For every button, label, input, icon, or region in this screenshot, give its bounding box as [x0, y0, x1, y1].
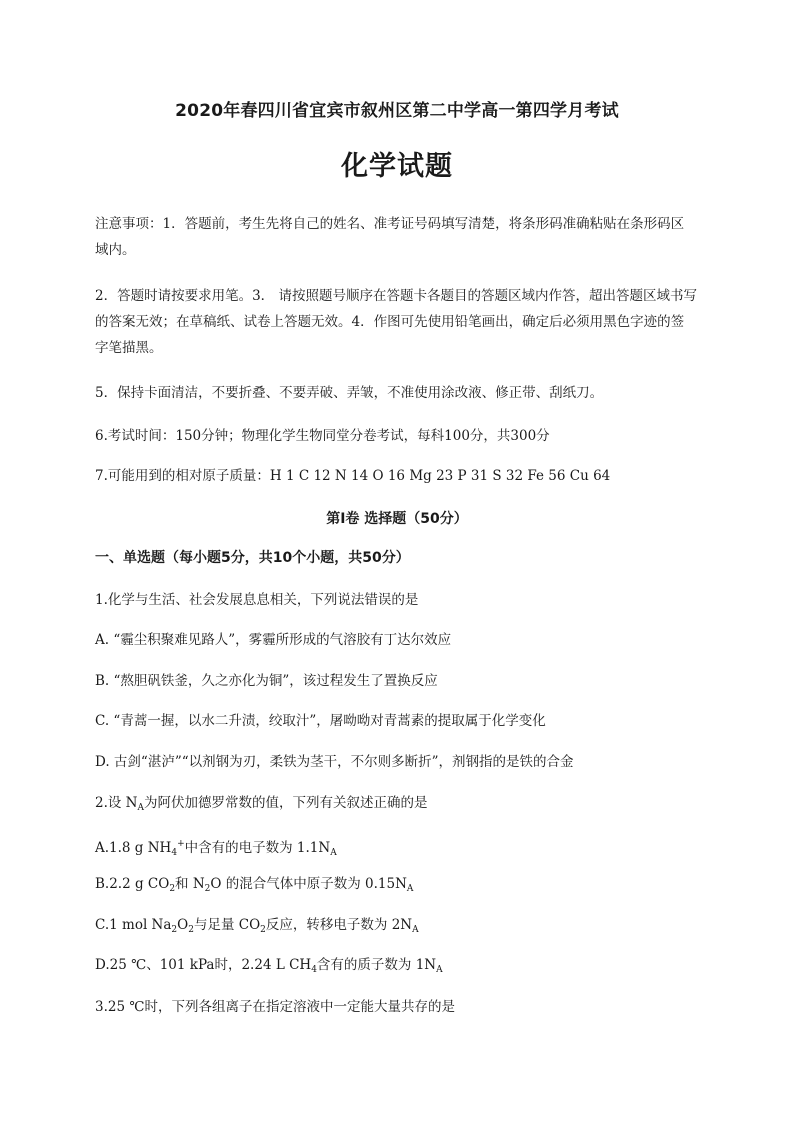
question-1-option-a: A. “霾尘积聚难见路人”，雾霾所形成的气溶胶有丁达尔效应 — [95, 632, 452, 648]
q2c-text-mid: O — [177, 917, 189, 933]
notice-item-5: 5．保持卡面清洁，不要折叠、不要弄破、弄皱，不准使用涂改液、修正带、刮纸刀。 — [95, 385, 604, 401]
notice-item-6: 6.考试时间：150分钟；物理化学生物同堂分卷考试，每科100分，共300分 — [95, 428, 550, 444]
q2a-text-mid: 中含有的电子数为 1.1N — [184, 840, 331, 856]
question-2-stem — [95, 793, 427, 818]
q2-stem-text: 2.设 N — [95, 795, 138, 811]
q2b-sub-3: A — [406, 884, 414, 894]
q2c-text-mid-3: 反应，转移电子数为 2N — [265, 917, 413, 933]
question-2-option-c — [95, 915, 419, 940]
q2-stem-sub: A — [137, 803, 144, 813]
q2d-text-mid: 含有的质子数为 1N — [316, 957, 437, 973]
q2b-sub: 2 — [169, 884, 176, 894]
notice-item-2-4: 2．答题时请按要求用笔。3． 请按照题号顺序在答题卡各题目的答题区域内作答，超出答题区域书写的答案无效；在草稿纸、试卷上答题无效。4．作图可先使用铅笔画出，确定后必须用黑色字迹的签字笔描黑。 — [95, 288, 697, 356]
question-1-option-c: C. “青蒿一握，以水二升渍，绞取汁”，屠呦呦对青蒿素的提取属于化学变化 — [95, 713, 546, 729]
question-1-stem: 1.化学与生活、社会发展息息相关，下列说法错误的是 — [95, 592, 419, 608]
q2-stem-text-rest: 为阿伏加德罗常数的值，下列有关叙述正确的是 — [143, 795, 428, 811]
question-1-option-d: D. 古剑“湛泸”“以剂钢为刃，柔铁为茎干，不尔则多断折”，剂钢指的是铁的合金 — [95, 754, 574, 770]
q2b-sub-2: 2 — [204, 884, 211, 894]
question-3-stem: 3.25 ℃时，下列各组离子在指定溶液中一定能大量共存的是 — [95, 999, 455, 1015]
part-heading: 第Ⅰ卷 选择题（50分） — [326, 511, 468, 527]
question-2-option-a — [95, 834, 337, 863]
q2c-sub-4: A — [412, 925, 419, 935]
question-2-option-d — [95, 955, 443, 980]
notice-item-7: 7.可能用到的相对原子质量：H 1 C 12 N 14 O 16 Mg 23 P 31 S 32 Fe 56 Cu 64 — [95, 468, 611, 484]
q2b-text-mid: 和 N — [175, 876, 205, 892]
q2b-text-mid-2: O 的混合气体中原子数为 0.15N — [210, 876, 407, 892]
q2c-text: C.1 mol Na — [95, 917, 172, 933]
q2a-sub-2: A — [330, 848, 337, 858]
notice-item-1: 注意事项：1．答题前，考生先将自己的姓名、准考证号码填写清楚，将条形码准确粘贴在条形码区域内。 — [95, 216, 685, 258]
q2d-sub-2: A — [436, 965, 443, 975]
q2a-text: A.1.8 g NH — [95, 840, 172, 856]
exam-title: 2020年春四川省宜宾市叙州区第二中学高一第四学月考试 — [175, 101, 619, 121]
section-title: 一、单选题（每小题5分，共10个小题，共50分） — [95, 550, 410, 566]
question-1-option-b: B. “熬胆矾铁釜，久之亦化为铜”，该过程发生了置换反应 — [95, 673, 438, 689]
q2b-text: B.2.2 g CO — [95, 876, 170, 892]
q2d-text: D.25 ℃、101 kPa时，2.24 L CH — [95, 957, 312, 973]
q2d-sub: 4 — [311, 965, 317, 975]
q2c-text-mid-2: 与足量 CO — [193, 917, 261, 933]
q2a-sub: 4 — [171, 848, 178, 858]
q2c-sub-2: 2 — [188, 925, 194, 935]
subject-title: 化学试题 — [341, 151, 453, 182]
q2c-sub-3: 2 — [260, 925, 266, 935]
q2c-sub: 2 — [171, 925, 178, 935]
q2a-sup: + — [177, 839, 185, 849]
question-2-option-b — [95, 874, 413, 899]
